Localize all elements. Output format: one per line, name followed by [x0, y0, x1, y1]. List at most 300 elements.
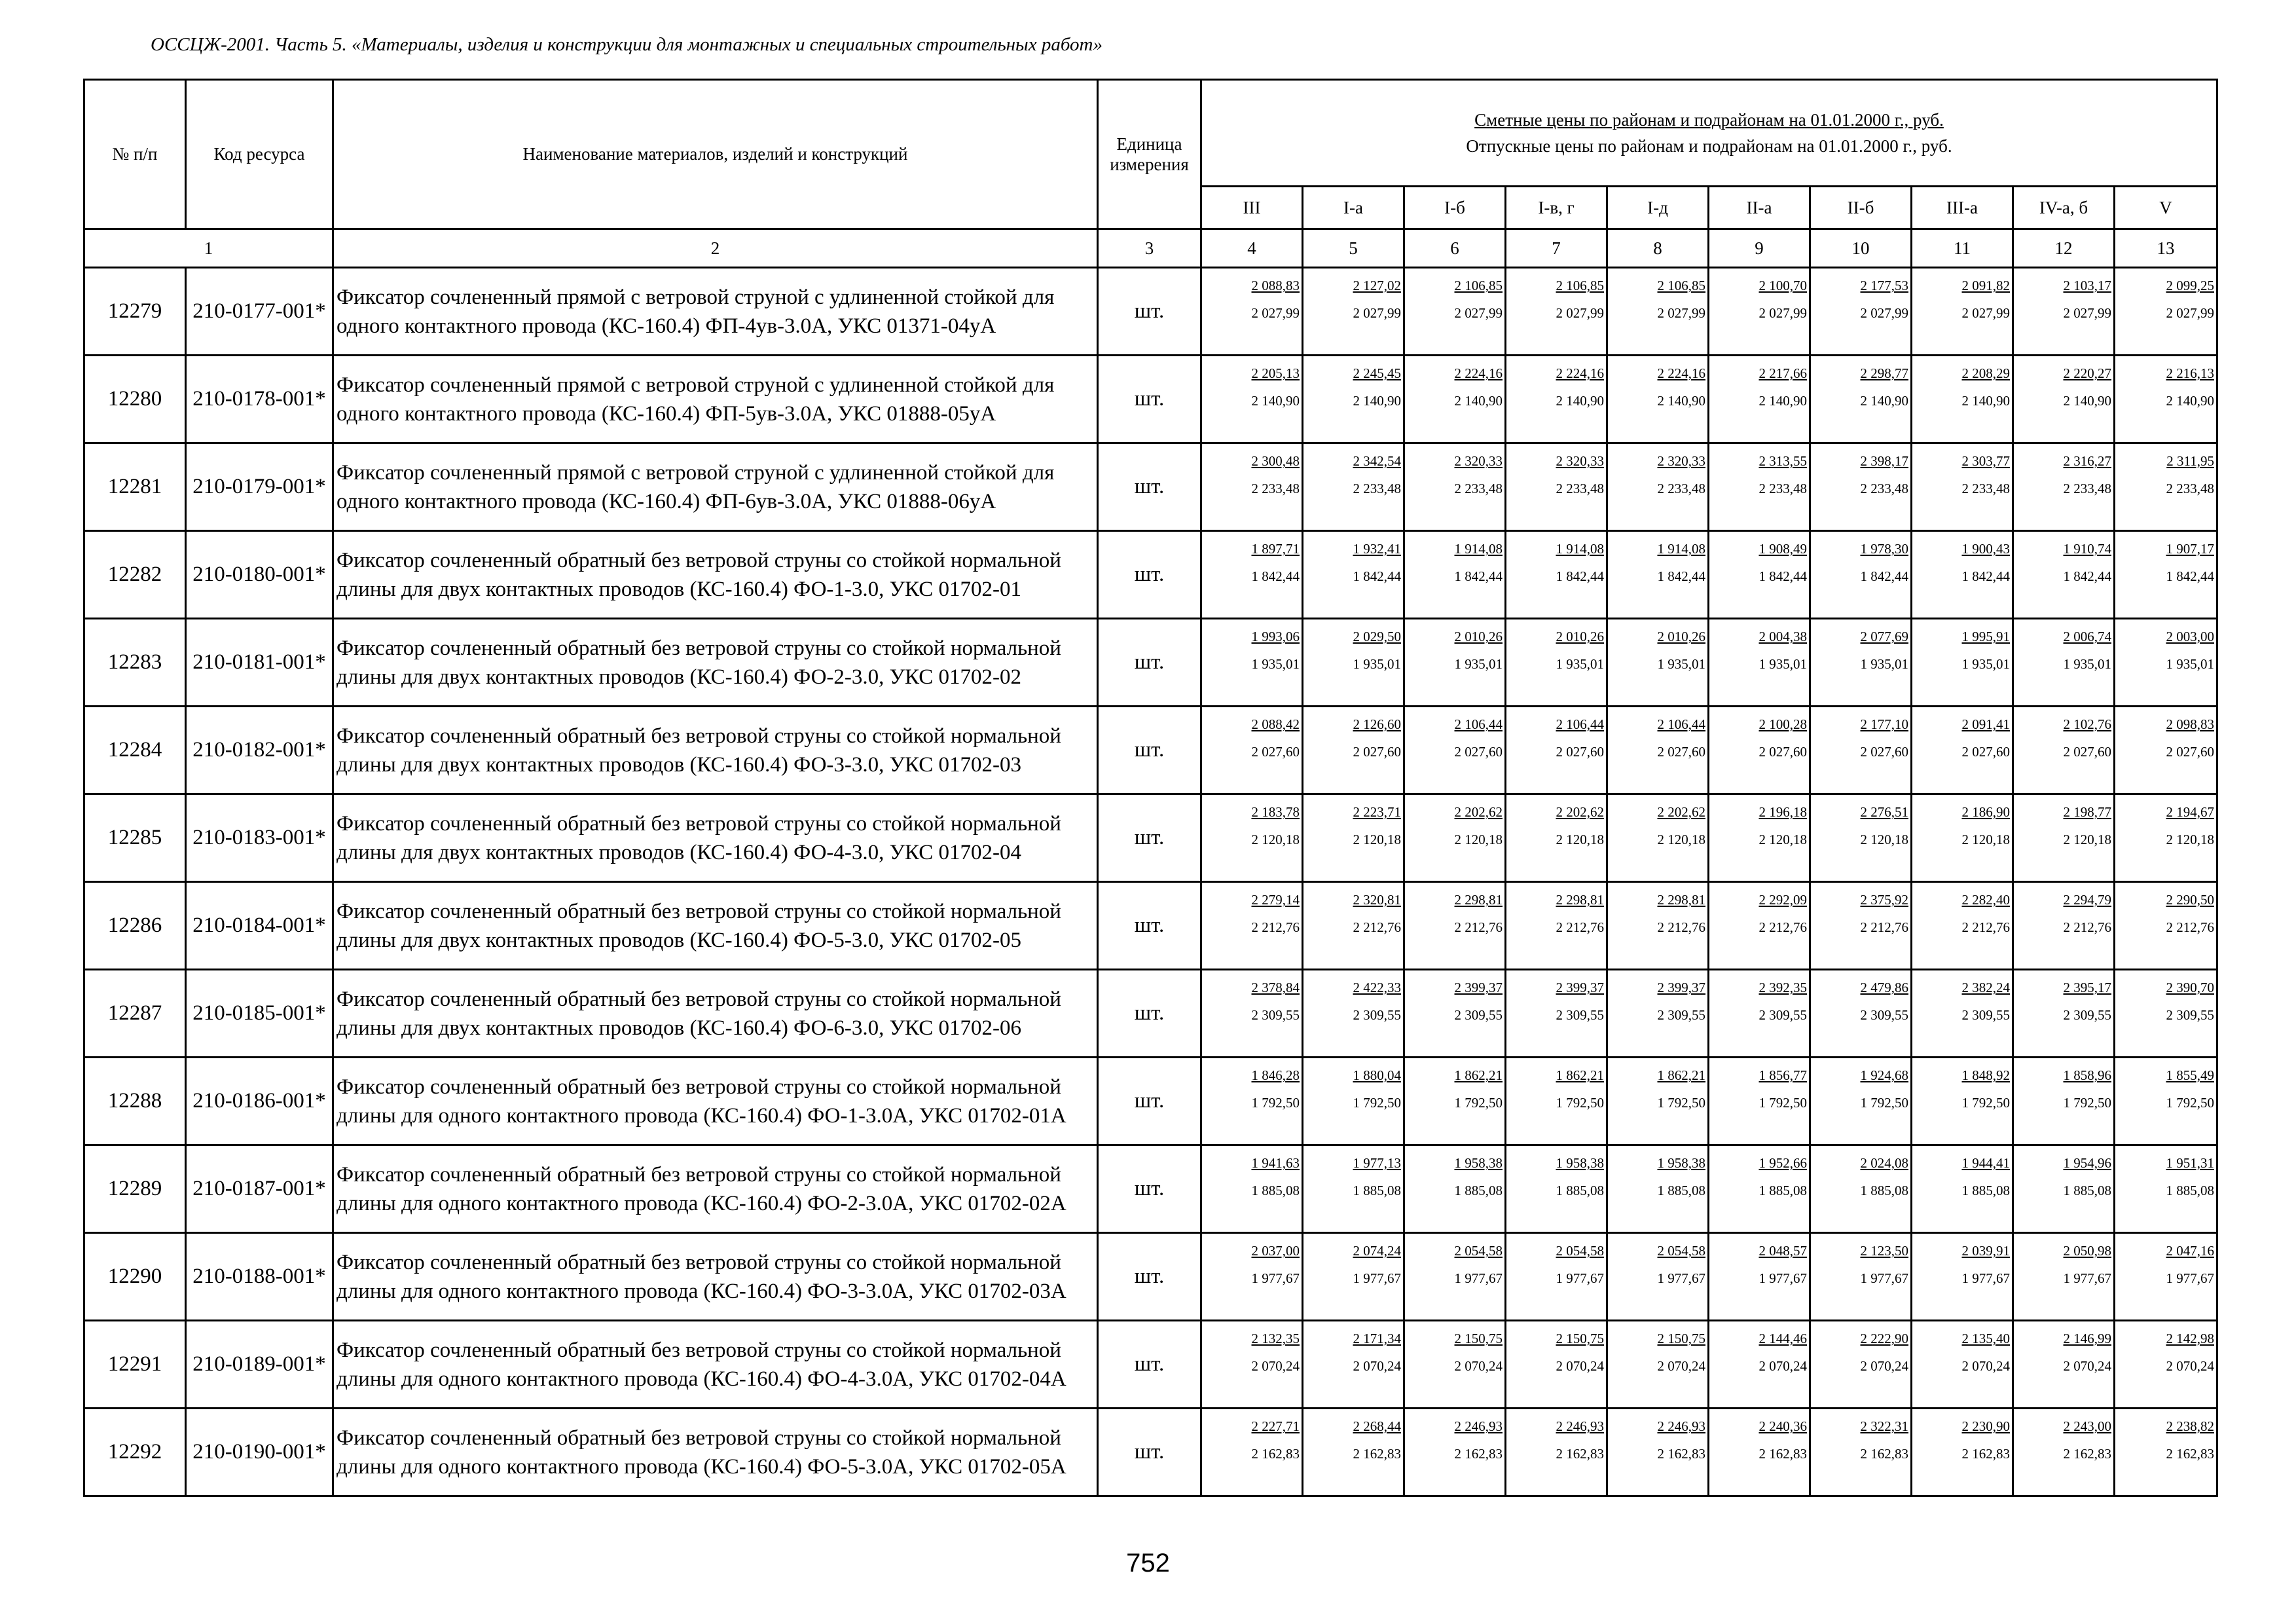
- price-cell: [1912, 970, 2013, 1058]
- release-price: 2 162,83: [1251, 1446, 1300, 1462]
- estimated-price: 2 048,57: [1758, 1243, 1807, 1259]
- release-price: 2 120,18: [1657, 832, 1705, 847]
- estimated-price: 2 102,76: [2063, 716, 2111, 732]
- price-cell: [1709, 531, 1810, 619]
- price-cell: [1912, 794, 2013, 882]
- price-cell: [1303, 443, 1404, 531]
- release-price: 2 212,76: [1454, 919, 1503, 935]
- price-cell: [1303, 1233, 1404, 1321]
- estimated-price: 2 088,42: [1251, 716, 1300, 732]
- estimated-price: 2 202,62: [1657, 804, 1705, 820]
- estimated-price: 2 006,74: [2063, 629, 2111, 644]
- estimated-price: 2 132,35: [1251, 1331, 1300, 1346]
- price-cell: [2013, 1321, 2115, 1409]
- estimated-price: 2 290,50: [2166, 892, 2214, 908]
- item-name: Фиксатор сочлененный обратный без ветровой струны со стойкой нормальной длины для двух контактных проводов (КС-160.4) ФО-2-3.0, УКС 01702-02: [333, 619, 1098, 707]
- column-number: 1: [84, 229, 333, 268]
- release-price: 1 792,50: [1454, 1095, 1503, 1111]
- estimated-price: 2 100,70: [1758, 278, 1807, 293]
- header-unit: Единица измерения: [1098, 80, 1201, 229]
- price-cell: [1912, 1058, 2013, 1145]
- price-cell: [1201, 882, 1303, 970]
- region-header: II-а: [1709, 187, 1810, 229]
- row-number: 12281: [84, 443, 186, 531]
- resource-code: 210-0189-001*: [186, 1321, 333, 1409]
- unit-cell: шт.: [1098, 619, 1201, 707]
- price-cell: [1810, 1409, 1912, 1496]
- estimated-price: 1 993,06: [1251, 629, 1300, 644]
- estimated-price: 2 294,79: [2063, 892, 2111, 908]
- estimated-price: 1 907,17: [2166, 541, 2214, 557]
- release-price: 2 070,24: [1758, 1358, 1807, 1374]
- estimated-price: 1 914,08: [1657, 541, 1705, 557]
- price-cell: [1404, 1058, 1506, 1145]
- release-price: 2 120,18: [1860, 832, 1908, 847]
- row-number: 12292: [84, 1409, 186, 1496]
- release-price: 1 935,01: [1251, 656, 1300, 672]
- release-price: 2 212,76: [1758, 919, 1807, 935]
- estimated-price: 2 313,55: [1758, 453, 1807, 469]
- resource-code: 210-0180-001*: [186, 531, 333, 619]
- estimated-price: 2 276,51: [1860, 804, 1908, 820]
- row-number: 12283: [84, 619, 186, 707]
- price-cell: [1709, 707, 1810, 794]
- estimated-price: 2 047,16: [2166, 1243, 2214, 1259]
- release-price: 2 162,83: [2166, 1446, 2214, 1462]
- item-name: Фиксатор сочлененный обратный без ветровой струны со стойкой нормальной длины для двух контактных проводов (КС-160.4) ФО-1-3.0, УКС 01702-01: [333, 531, 1098, 619]
- item-name: Фиксатор сочлененный обратный без ветровой струны со стойкой нормальной длины для двух контактных проводов (КС-160.4) ФО-4-3.0, УКС 01702-04: [333, 794, 1098, 882]
- header-name: Наименование материалов, изделий и конструкций: [333, 80, 1098, 229]
- header-no: № п/п: [84, 80, 186, 229]
- release-price: 2 027,60: [1657, 744, 1705, 760]
- release-price: 2 309,55: [1353, 1007, 1401, 1023]
- item-name: Фиксатор сочлененный обратный без ветровой струны со стойкой нормальной длины для одного контактного провода (КС-160.4) ФО-4-3.0А, УКС 01702-04А: [333, 1321, 1098, 1409]
- estimated-price: 2 311,95: [2166, 453, 2214, 469]
- estimated-price: 2 398,17: [1860, 453, 1908, 469]
- table-row: [84, 1145, 2217, 1233]
- price-cell: [1607, 970, 1709, 1058]
- table-row: [84, 1233, 2217, 1321]
- price-cell: [1810, 882, 1912, 970]
- price-cell: [1404, 356, 1506, 443]
- price-cell: [1201, 268, 1303, 356]
- release-price: 2 070,24: [1353, 1358, 1401, 1374]
- release-price: 2 140,90: [1961, 393, 2010, 409]
- estimated-price: 1 862,21: [1657, 1067, 1705, 1083]
- price-cell: [1404, 1233, 1506, 1321]
- release-price: 2 027,99: [1758, 305, 1807, 321]
- estimated-price: 2 010,26: [1556, 629, 1604, 644]
- release-price: 2 309,55: [1556, 1007, 1604, 1023]
- unit-cell: шт.: [1098, 268, 1201, 356]
- item-name: Фиксатор сочлененный обратный без ветровой струны со стойкой нормальной длины для одного контактного провода (КС-160.4) ФО-5-3.0А, УКС 01702-05А: [333, 1409, 1098, 1496]
- release-price: 2 162,83: [1758, 1446, 1807, 1462]
- price-cell: [1607, 443, 1709, 531]
- header-code: Код ресурса: [186, 80, 333, 229]
- resource-code: 210-0178-001*: [186, 356, 333, 443]
- release-price: 1 935,01: [1454, 656, 1503, 672]
- release-price: 1 885,08: [1758, 1183, 1807, 1198]
- release-price: 2 233,48: [1860, 481, 1908, 496]
- release-price: 2 120,18: [1758, 832, 1807, 847]
- estimated-price: 2 298,77: [1860, 365, 1908, 381]
- price-cell: [1506, 619, 1607, 707]
- release-price: 2 120,18: [1353, 832, 1401, 847]
- table-row: [84, 268, 2217, 356]
- release-price: 1 885,08: [2063, 1183, 2111, 1198]
- release-price: 1 792,50: [1657, 1095, 1705, 1111]
- price-cell: [2013, 1409, 2115, 1496]
- release-price: 2 140,90: [1758, 393, 1807, 409]
- price-cell: [1912, 531, 2013, 619]
- release-price: 1 935,01: [1353, 656, 1401, 672]
- table-row: [84, 707, 2217, 794]
- column-number: 5: [1303, 229, 1404, 268]
- estimated-price: 2 074,24: [1353, 1243, 1401, 1259]
- price-cell: [1303, 794, 1404, 882]
- unit-cell: шт.: [1098, 443, 1201, 531]
- estimated-price: 1 977,13: [1353, 1155, 1401, 1171]
- release-price: 2 070,24: [2063, 1358, 2111, 1374]
- price-cell: [1607, 1233, 1709, 1321]
- price-cell: [1709, 1058, 1810, 1145]
- column-number: 11: [1912, 229, 2013, 268]
- resource-code: 210-0179-001*: [186, 443, 333, 531]
- release-price: 2 027,60: [1251, 744, 1300, 760]
- price-cell: [1506, 1058, 1607, 1145]
- estimated-price: 2 003,00: [2166, 629, 2214, 644]
- price-cell: [2115, 1233, 2217, 1321]
- table-row: [84, 531, 2217, 619]
- price-cell: [1404, 794, 1506, 882]
- price-cell: [1709, 882, 1810, 970]
- item-name: Фиксатор сочлененный прямой с ветровой струной с удлиненной стойкой для одного контактного провода (КС-160.4) ФП-5ув-3.0А, УКС 01888-05уА: [333, 356, 1098, 443]
- release-price: 2 027,60: [1860, 744, 1908, 760]
- price-cell: [2013, 707, 2115, 794]
- release-price: 2 140,90: [1657, 393, 1705, 409]
- price-cell: [1506, 882, 1607, 970]
- estimated-price: 2 279,14: [1251, 892, 1300, 908]
- price-cell: [2013, 970, 2115, 1058]
- price-cell: [1709, 794, 1810, 882]
- release-price: 2 309,55: [1454, 1007, 1503, 1023]
- estimated-price: 2 135,40: [1961, 1331, 2010, 1346]
- price-cell: [1709, 1145, 1810, 1233]
- release-price: 2 027,60: [1454, 744, 1503, 760]
- price-cell: [1912, 1145, 2013, 1233]
- estimated-price: 2 230,90: [1961, 1418, 2010, 1434]
- price-cell: [1912, 619, 2013, 707]
- price-cell: [1810, 1233, 1912, 1321]
- resource-code: 210-0185-001*: [186, 970, 333, 1058]
- estimated-price: 2 392,35: [1758, 980, 1807, 995]
- price-cell: [2115, 619, 2217, 707]
- price-cell: [2115, 531, 2217, 619]
- release-price: 2 233,48: [1758, 481, 1807, 496]
- estimated-price: 1 862,21: [1556, 1067, 1604, 1083]
- column-number: 3: [1098, 229, 1201, 268]
- estimated-price: 2 240,36: [1758, 1418, 1807, 1434]
- release-price: 2 233,48: [1454, 481, 1503, 496]
- estimated-price: 1 958,38: [1556, 1155, 1604, 1171]
- price-cell: [2013, 1233, 2115, 1321]
- release-price: 1 842,44: [1657, 568, 1705, 584]
- price-cell: [2115, 1321, 2217, 1409]
- column-number: 10: [1810, 229, 1912, 268]
- estimated-price: 2 010,26: [1454, 629, 1503, 644]
- price-cell: [1303, 1145, 1404, 1233]
- price-cell: [1506, 443, 1607, 531]
- unit-cell: шт.: [1098, 794, 1201, 882]
- estimated-price: 1 924,68: [1860, 1067, 1908, 1083]
- price-cell: [1912, 356, 2013, 443]
- release-price: 2 070,24: [1860, 1358, 1908, 1374]
- unit-cell: шт.: [1098, 1409, 1201, 1496]
- estimated-price: 2 298,81: [1454, 892, 1503, 908]
- estimated-price: 1 855,49: [2166, 1067, 2214, 1083]
- release-price: 1 977,67: [1860, 1270, 1908, 1286]
- release-price: 1 885,08: [1961, 1183, 2010, 1198]
- estimated-price: 2 205,13: [1251, 365, 1300, 381]
- estimated-price: 2 177,10: [1860, 716, 1908, 732]
- table-row: [84, 619, 2217, 707]
- release-price: 1 792,50: [1860, 1095, 1908, 1111]
- estimated-price: 2 224,16: [1657, 365, 1705, 381]
- row-number: 12280: [84, 356, 186, 443]
- region-header: I-а: [1303, 187, 1404, 229]
- price-cell: [1404, 970, 1506, 1058]
- estimated-price: 2 106,44: [1556, 716, 1604, 732]
- release-price: 2 212,76: [1860, 919, 1908, 935]
- release-price: 2 162,83: [1860, 1446, 1908, 1462]
- price-cell: [2115, 1058, 2217, 1145]
- price-cell: [1201, 1058, 1303, 1145]
- release-price: 2 309,55: [2063, 1007, 2111, 1023]
- unit-cell: шт.: [1098, 1058, 1201, 1145]
- estimated-price: 2 024,08: [1860, 1155, 1908, 1171]
- estimated-price: 1 846,28: [1251, 1067, 1300, 1083]
- row-number: 12284: [84, 707, 186, 794]
- item-name: Фиксатор сочлененный обратный без ветровой струны со стойкой нормальной длины для двух контактных проводов (КС-160.4) ФО-5-3.0, УКС 01702-05: [333, 882, 1098, 970]
- price-cell: [1201, 794, 1303, 882]
- item-name: Фиксатор сочлененный обратный без ветровой струны со стойкой нормальной длины для одного контактного провода (КС-160.4) ФО-1-3.0А, УКС 01702-01А: [333, 1058, 1098, 1145]
- release-price: 1 935,01: [1961, 656, 2010, 672]
- release-price: 2 120,18: [1454, 832, 1503, 847]
- release-price: 2 162,83: [1657, 1446, 1705, 1462]
- price-cell: [1506, 1233, 1607, 1321]
- release-price: 2 027,60: [2063, 744, 2111, 760]
- estimated-price: 2 091,82: [1961, 278, 2010, 293]
- price-cell: [2013, 1058, 2115, 1145]
- column-number-row: [84, 229, 2217, 268]
- release-price: 2 212,76: [1657, 919, 1705, 935]
- release-price: 1 885,08: [1860, 1183, 1908, 1198]
- release-price: 1 977,67: [1758, 1270, 1807, 1286]
- price-cell: [1709, 443, 1810, 531]
- column-number: 9: [1709, 229, 1810, 268]
- price-cell: [1810, 531, 1912, 619]
- estimated-price: 1 958,38: [1657, 1155, 1705, 1171]
- release-price: 2 309,55: [1758, 1007, 1807, 1023]
- release-price: 1 792,50: [2166, 1095, 2214, 1111]
- release-price: 1 935,01: [1758, 656, 1807, 672]
- unit-cell: шт.: [1098, 1145, 1201, 1233]
- release-price: 1 842,44: [1454, 568, 1503, 584]
- price-cell: [1303, 1058, 1404, 1145]
- release-price: 2 309,55: [1860, 1007, 1908, 1023]
- table-row: [84, 443, 2217, 531]
- price-cell: [1912, 1409, 2013, 1496]
- price-cell: [1810, 443, 1912, 531]
- estimated-price: 2 246,93: [1454, 1418, 1503, 1434]
- price-cell: [1303, 882, 1404, 970]
- price-cell: [1709, 1321, 1810, 1409]
- price-cell: [1404, 268, 1506, 356]
- price-cell: [1201, 443, 1303, 531]
- estimated-price: 2 298,81: [1657, 892, 1705, 908]
- estimated-price: 2 217,66: [1758, 365, 1807, 381]
- estimated-price: 2 227,71: [1251, 1418, 1300, 1434]
- release-price: 2 212,76: [1251, 919, 1300, 935]
- price-cell: [2115, 1145, 2217, 1233]
- release-price: 2 070,24: [1556, 1358, 1604, 1374]
- item-name: Фиксатор сочлененный обратный без ветровой струны со стойкой нормальной длины для двух контактных проводов (КС-160.4) ФО-3-3.0, УКС 01702-03: [333, 707, 1098, 794]
- row-number: 12289: [84, 1145, 186, 1233]
- release-price: 2 309,55: [1657, 1007, 1705, 1023]
- estimated-price: 1 858,96: [2063, 1067, 2111, 1083]
- estimated-price: 2 106,85: [1454, 278, 1503, 293]
- estimated-price: 2 098,83: [2166, 716, 2214, 732]
- estimated-price: 1 958,38: [1454, 1155, 1503, 1171]
- table-row: [84, 970, 2217, 1058]
- release-price: 2 233,48: [1556, 481, 1604, 496]
- estimated-price: 2 390,70: [2166, 980, 2214, 995]
- price-cell: [2013, 531, 2115, 619]
- release-price: 2 027,99: [1251, 305, 1300, 321]
- release-price: 2 212,76: [2063, 919, 2111, 935]
- price-cell: [1201, 531, 1303, 619]
- estimated-price: 2 375,92: [1860, 892, 1908, 908]
- row-number: 12291: [84, 1321, 186, 1409]
- unit-cell: шт.: [1098, 531, 1201, 619]
- price-cell: [1201, 619, 1303, 707]
- price-cell: [1303, 707, 1404, 794]
- estimated-price: 1 908,49: [1758, 541, 1807, 557]
- estimated-price: 1 900,43: [1961, 541, 2010, 557]
- estimated-price: 2 382,24: [1961, 980, 2010, 995]
- estimated-price: 2 171,34: [1353, 1331, 1401, 1346]
- release-price: 2 309,55: [1961, 1007, 2010, 1023]
- estimated-price: 1 856,77: [1758, 1067, 1807, 1083]
- row-number: 12285: [84, 794, 186, 882]
- price-cell: [1404, 1409, 1506, 1496]
- release-price: 2 140,90: [1251, 393, 1300, 409]
- column-number: 4: [1201, 229, 1303, 268]
- estimated-price: 2 010,26: [1657, 629, 1705, 644]
- unit-cell: шт.: [1098, 970, 1201, 1058]
- price-cell: [1709, 1233, 1810, 1321]
- estimated-price: 2 246,93: [1657, 1418, 1705, 1434]
- release-price: 1 842,44: [2166, 568, 2214, 584]
- resource-code: 210-0181-001*: [186, 619, 333, 707]
- price-cell: [1303, 1321, 1404, 1409]
- price-cell: [1404, 531, 1506, 619]
- release-price: 2 212,76: [1556, 919, 1604, 935]
- release-price: 1 792,50: [1556, 1095, 1604, 1111]
- release-price: 1 977,67: [2166, 1270, 2214, 1286]
- estimated-price: 1 914,08: [1556, 541, 1604, 557]
- unit-cell: шт.: [1098, 356, 1201, 443]
- release-price: 2 140,90: [1556, 393, 1604, 409]
- release-price: 2 233,48: [2063, 481, 2111, 496]
- release-price: 1 842,44: [1556, 568, 1604, 584]
- release-price: 2 027,99: [1556, 305, 1604, 321]
- table-row: [84, 1321, 2217, 1409]
- release-price: 2 070,24: [1657, 1358, 1705, 1374]
- release-price: 2 027,99: [1961, 305, 2010, 321]
- price-cell: [1303, 531, 1404, 619]
- estimated-price: 2 479,86: [1860, 980, 1908, 995]
- estimated-price: 2 399,37: [1657, 980, 1705, 995]
- estimated-price: 2 342,54: [1353, 453, 1401, 469]
- release-price: 2 212,76: [1353, 919, 1401, 935]
- release-price: 1 977,67: [1353, 1270, 1401, 1286]
- price-cell: [2013, 794, 2115, 882]
- price-cell: [1201, 1409, 1303, 1496]
- estimated-price: 1 914,08: [1454, 541, 1503, 557]
- estimated-price: 2 316,27: [2063, 453, 2111, 469]
- price-cell: [1810, 356, 1912, 443]
- row-number: 12279: [84, 268, 186, 356]
- estimated-price: 2 202,62: [1454, 804, 1503, 820]
- price-cell: [2013, 443, 2115, 531]
- price-cell: [1506, 707, 1607, 794]
- release-price: 2 233,48: [1657, 481, 1705, 496]
- estimated-price: 2 399,37: [1454, 980, 1503, 995]
- price-cell: [2115, 268, 2217, 356]
- estimated-price: 1 951,31: [2166, 1155, 2214, 1171]
- region-header: I-в, г: [1506, 187, 1607, 229]
- unit-cell: шт.: [1098, 707, 1201, 794]
- release-price: 2 027,99: [1353, 305, 1401, 321]
- release-price: 2 233,48: [1961, 481, 2010, 496]
- estimated-price: 2 037,00: [1251, 1243, 1300, 1259]
- price-cell: [1607, 1058, 1709, 1145]
- release-price: 1 935,01: [1657, 656, 1705, 672]
- estimated-price: 2 106,44: [1454, 716, 1503, 732]
- release-price: 1 935,01: [1860, 656, 1908, 672]
- price-cell: [1810, 619, 1912, 707]
- estimated-price: 2 202,62: [1556, 804, 1604, 820]
- estimated-price: 2 282,40: [1961, 892, 2010, 908]
- release-price: 2 027,60: [2166, 744, 2214, 760]
- item-name: Фиксатор сочлененный обратный без ветровой струны со стойкой нормальной длины для одного контактного провода (КС-160.4) ФО-2-3.0А, УКС 01702-02А: [333, 1145, 1098, 1233]
- price-cell: [1303, 356, 1404, 443]
- release-price: 2 120,18: [1556, 832, 1604, 847]
- estimated-price: 2 224,16: [1556, 365, 1604, 381]
- estimated-price: 2 399,37: [1556, 980, 1604, 995]
- release-price: 2 070,24: [2166, 1358, 2214, 1374]
- item-name: Фиксатор сочлененный прямой с ветровой струной с удлиненной стойкой для одного контактного провода (КС-160.4) ФП-4ув-3.0А, УКС 01371-04уА: [333, 268, 1098, 356]
- release-price: 2 140,90: [2063, 393, 2111, 409]
- release-price: 2 140,90: [1860, 393, 1908, 409]
- price-banner: [1201, 80, 2217, 187]
- release-price: 1 885,08: [2166, 1183, 2214, 1198]
- estimated-price: 2 142,98: [2166, 1331, 2214, 1346]
- price-cell: [2115, 970, 2217, 1058]
- price-cell: [1506, 531, 1607, 619]
- table-row: [84, 1058, 2217, 1145]
